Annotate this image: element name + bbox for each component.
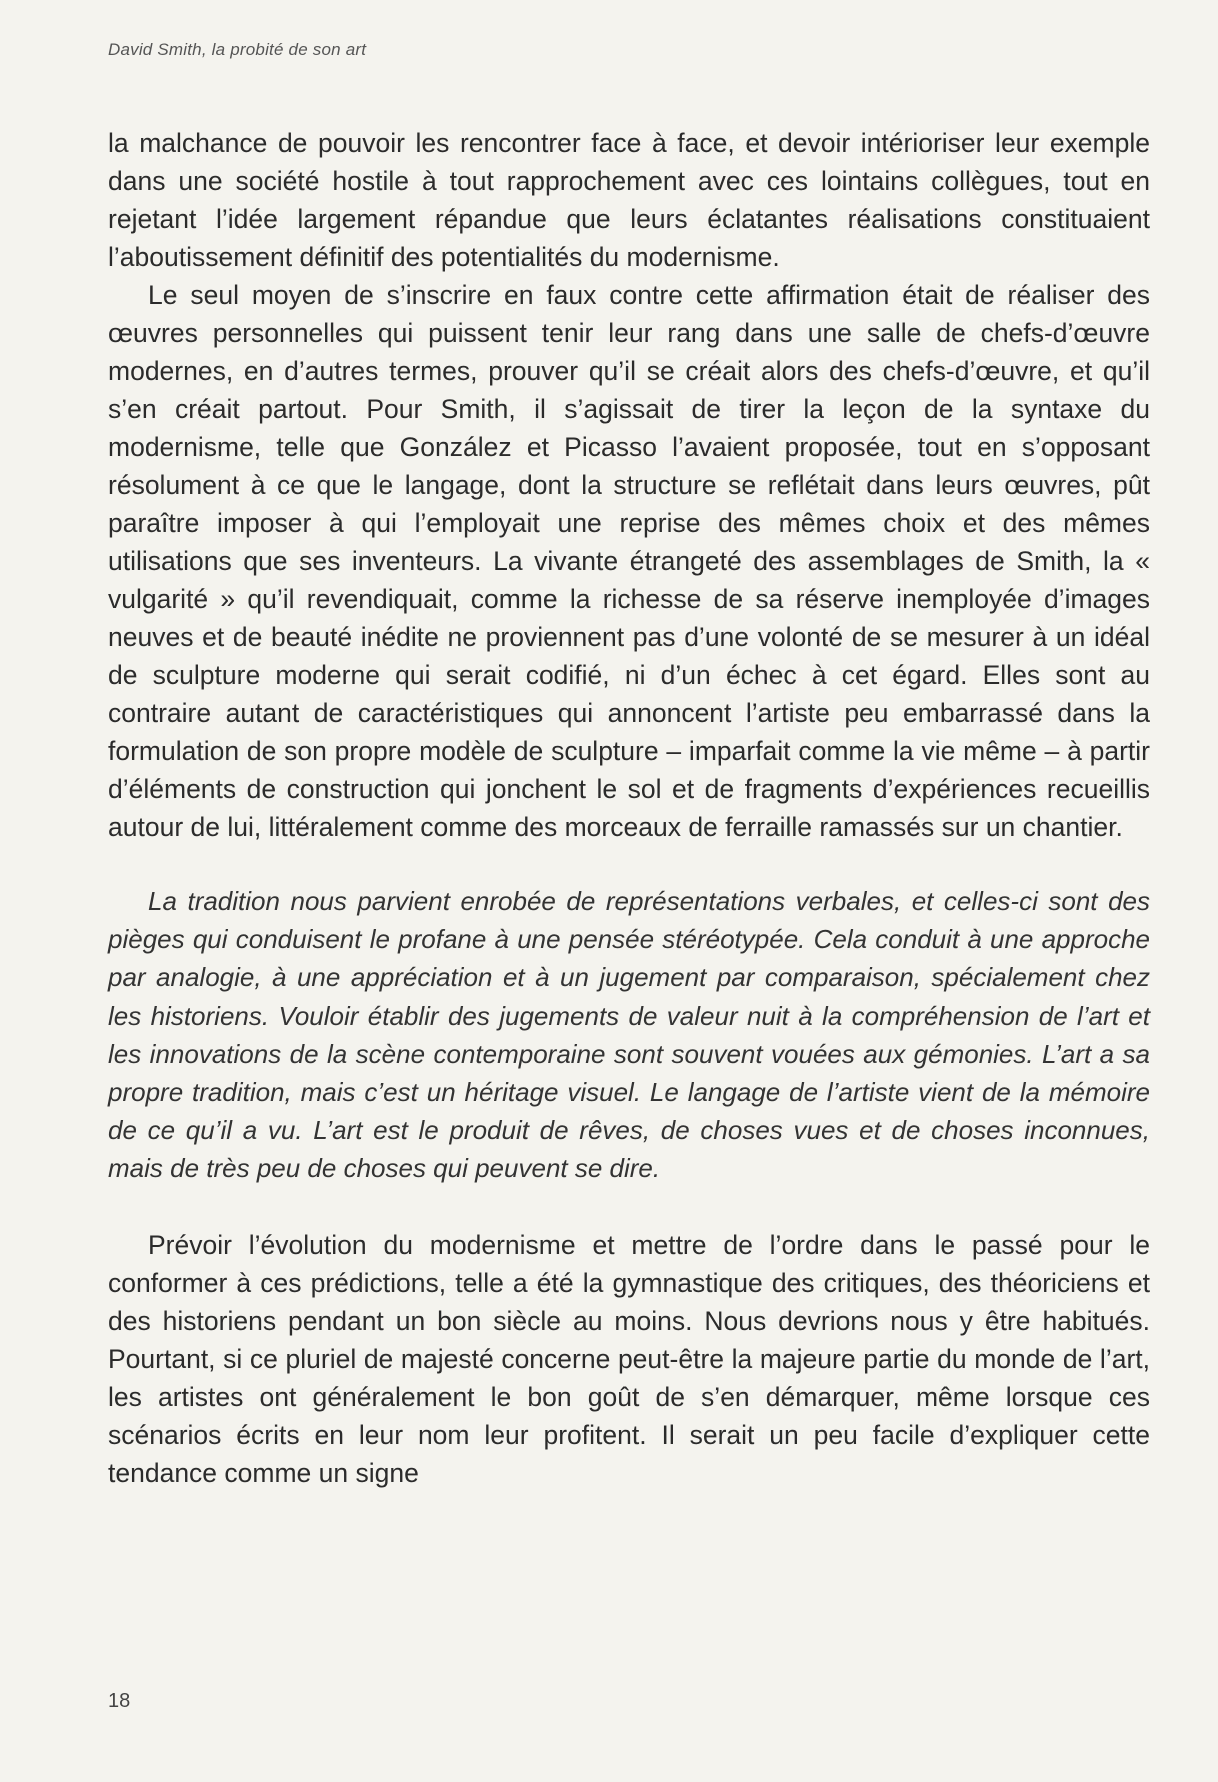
paragraph-1: la malchance de pouvoir les rencontrer face à face, et devoir intérioriser leur exemple dans une société hostile à tout rapprochement avec ces lointains collègues, tout en rejetant l’idée largement répandue que leurs éclatantes réalisations constituaient l’aboutissement définitif des potentialités du modernisme. [108,128,1150,272]
block-quote: La tradition nous parvient enrobée de représentations verbales, et celles-ci sont des pièges qui conduisent le profane à une pensée stéréotypée. Cela conduit à une approche par analogie, à une appréciation et à un jugement par comparaison, spécialement chez les historiens. Vouloir établir des jugements de valeur nuit à la compréhension de l’art et les innovations de la scène contemporaine sont souvent vouées aux gémonies. L’art a sa propre tradition, mais c’est un héritage visuel. Le langage de l’artiste vient de la mémoire de ce qu’il a vu. L’art est le produit de rêves, de choses vues et de choses inconnues, mais de très peu de choses qui peuvent se dire. [108,886,1150,1184]
paragraph-2: Le seul moyen de s’inscrire en faux contre cette affirmation était de réaliser des œuvres personnelles qui puissent tenir leur rang dans une salle de chefs-d’œuvre modernes, en d’autres termes, prouver qu’il se créait alors des chefs-d’œuvre, et qu’il s’en créait partout. Pour Smith, il s’agissait de tirer la leçon de la syntaxe du modernisme, telle que González et Picasso l’avaient proposée, tout en s’opposant résolument à ce que le langage, dont la structure se reflétait dans leurs œuvres, pût paraître imposer à qui l’employait une reprise des mêmes choix et des mêmes utilisations que ses inventeurs. La vivante étrangeté des assemblages de Smith, la « vulgarité » qu’il revendiquait, comme la richesse de sa réserve inemployée d’images neuves et de beauté inédite ne proviennent pas d’une volonté de se mesurer à un idéal de sculpture moderne qui serait codifié, ni d’un échec à cet égard. Elles sont au contraire autant de caractéristiques qui annoncent l’artiste peu embarrassé dans la formulation de son propre modèle de sculpture – imparfait comme la vie même – à partir d’éléments de construction qui jonchent le sol et de fragments d’expériences recueillis autour de lui, littéralement comme des morceaux de ferraille ramassés sur un chantier. [108,280,1150,842]
body-text [108,124,1150,1492]
paragraph-3: Prévoir l’évolution du modernisme et mettre de l’ordre dans le passé pour le conformer à ces prédictions, telle a été la gymnastique des critiques, des théoriciens et des historiens pendant un bon siècle au moins. Nous devrions nous y être habitués. Pourtant, si ce pluriel de majesté concerne peut-être la majeure partie du monde de l’art, les artistes ont généralement le bon goût de s’en démarquer, même lorsque ces scénarios écrits en leur nom leur profitent. Il serait un peu facile d’expliquer cette tendance comme un signe [108,1229,1150,1488]
page-number: 18 [108,1690,131,1712]
running-header: David Smith, la probité de son art [108,40,367,59]
